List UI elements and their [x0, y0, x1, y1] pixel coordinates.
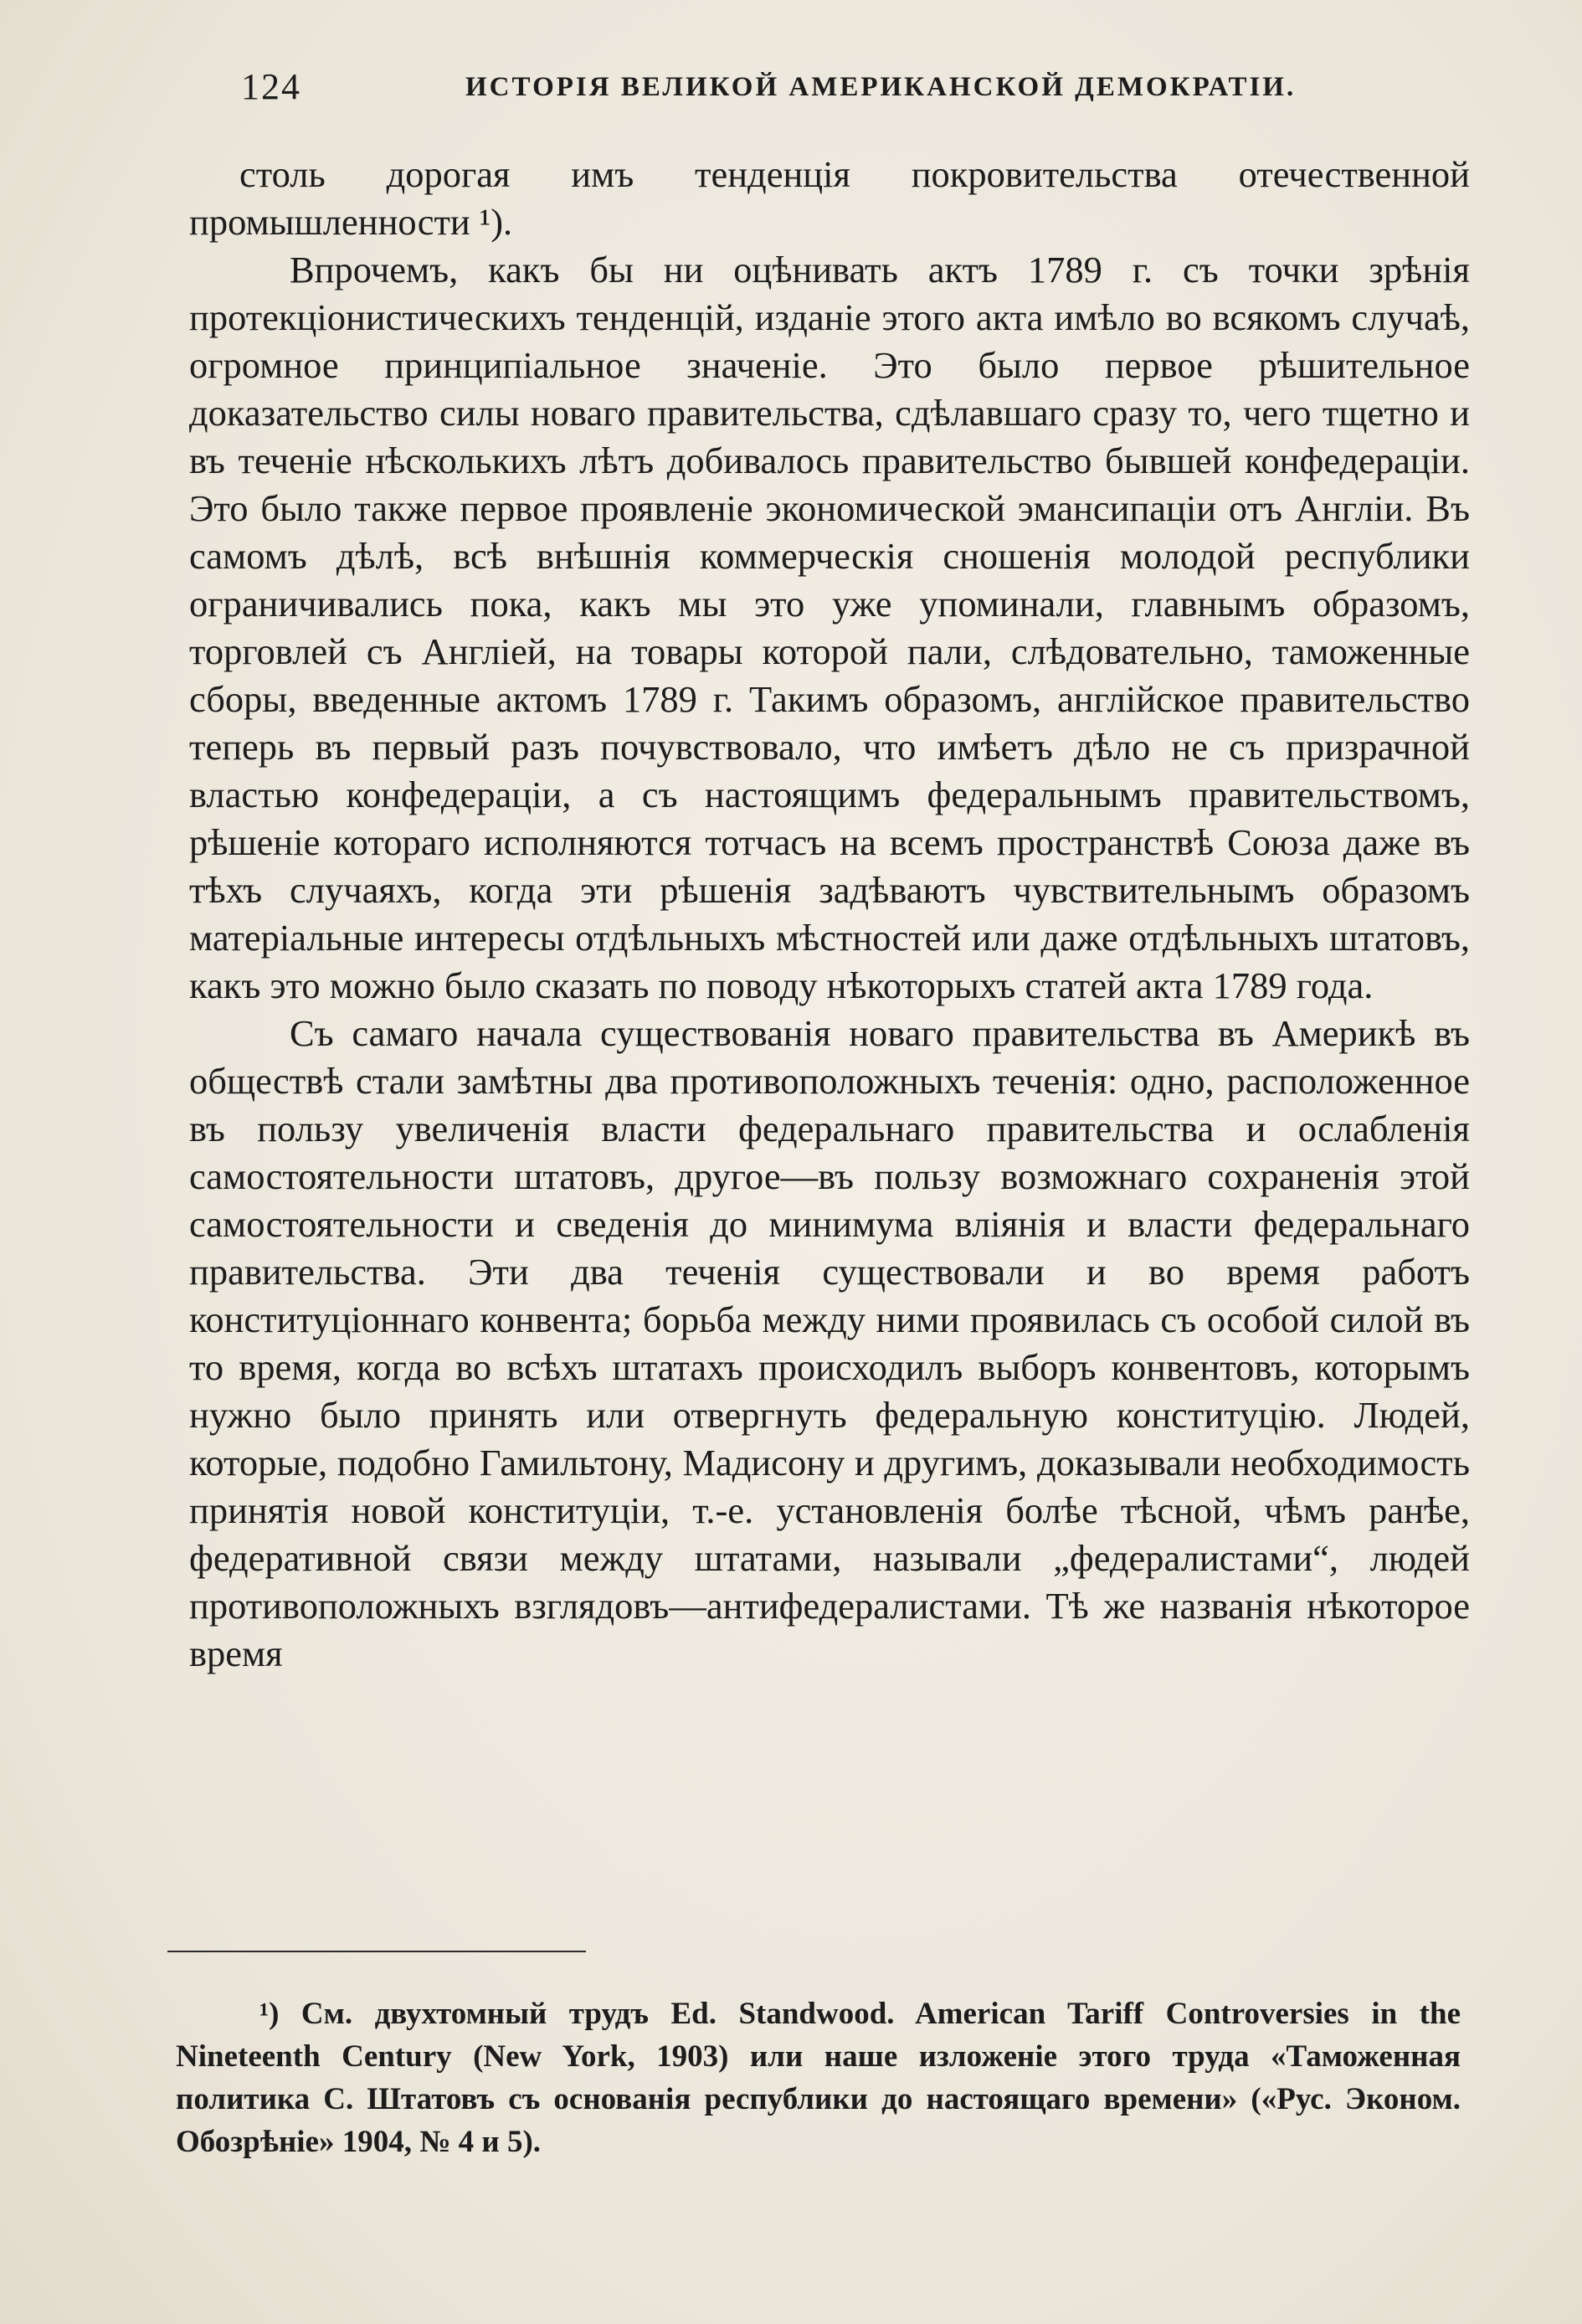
paragraph: Впрочемъ, какъ бы ни оцѣнивать актъ 1789 г. съ точки зрѣнія протекціонистическихъ тенденцій, изданіе этого акта имѣло во всякомъ случаѣ, огромное принципіальное значеніе. Это было первое рѣшительное доказательство силы новаго правительства, сдѣлавшаго сразу то, чего тщетно и въ теченіе нѣсколькихъ лѣтъ добивалось правительство бывшей конфедераціи. Это было также первое проявленіе экономической эмансипаціи отъ Англіи. Въ самомъ дѣлѣ, всѣ внѣшнія коммерческія сношенія молодой республики ограничивались пока, какъ мы это уже упоминали, главнымъ образомъ, торговлей съ Англіей, на товары которой пали, слѣдовательно, таможенные сборы, введенные актомъ 1789 г. Такимъ образомъ, англійское правительство теперь въ первый разъ почувствовало, что имѣетъ дѣло не съ призрачной властью конфедераціи, а съ настоящимъ федеральнымъ правительствомъ, рѣшеніе котораго исполняются тотчасъ на всемъ пространствѣ Союза даже въ тѣхъ случаяхъ, когда эти рѣшенія задѣваютъ чувствительнымъ образомъ матеріальные интересы отдѣльныхъ мѣстностей или даже отдѣльныхъ штатовъ, какъ это можно было сказать по поводу нѣкоторыхъ статей акта 1789 года.	[189, 249, 1470, 1006]
running-head	[241, 65, 1421, 124]
paragraph-continuation: столь дорогая имъ тенденція покровительства отечественной промышленности ¹).	[189, 153, 1470, 243]
paragraph: Съ самаго начала существованія новаго правительства въ Америкѣ въ обществѣ стали замѣтны два противоположныхъ теченія: одно, расположенное въ пользу увеличенія власти федеральнаго правительства и ослабленія самостоятельности штатовъ, другое—въ пользу возможнаго сохраненія этой самостоятельности и сведенія до минимума вліянія и власти федеральнаго правительства. Эти два теченія существовали и во время работъ конституціоннаго конвента; борьба между ними проявилась съ особой силой въ то время, когда во всѣхъ штатахъ происходилъ выборъ конвентовъ, которымъ нужно было принять или отвергнуть федеральную конституцію. Людей, которые, подобно Гамильтону, Мадисону и другимъ, доказывали необходимость принятія новой конституціи, т.-е. установленія болѣе тѣсной, чѣмъ ранѣе, федеративной связи между штатами, называли „федералистами“, людей противоположныхъ взглядовъ—антифедералистами. Тѣ же названія нѣкоторое время	[189, 1012, 1470, 1674]
footnote-rule	[167, 1951, 586, 1952]
body-text	[189, 151, 1470, 1678]
running-title: ИСТОРІЯ ВЕЛИКОЙ АМЕРИКАНСКОЙ ДЕМОКРАТІИ.	[465, 72, 1297, 102]
page-number: 124	[241, 66, 301, 107]
footnote: ¹) См. двухтомный трудъ Ed. Standwood. American Tariff Controversies in the Nineteenth Century (New York, 1903) или наше изложеніе этого труда «Таможенная политика С. Штатовъ съ основанія республики до настоящаго времени» («Рус. Эконом. Обозрѣніе» 1904, № 4 и 5).	[176, 1997, 1461, 2159]
